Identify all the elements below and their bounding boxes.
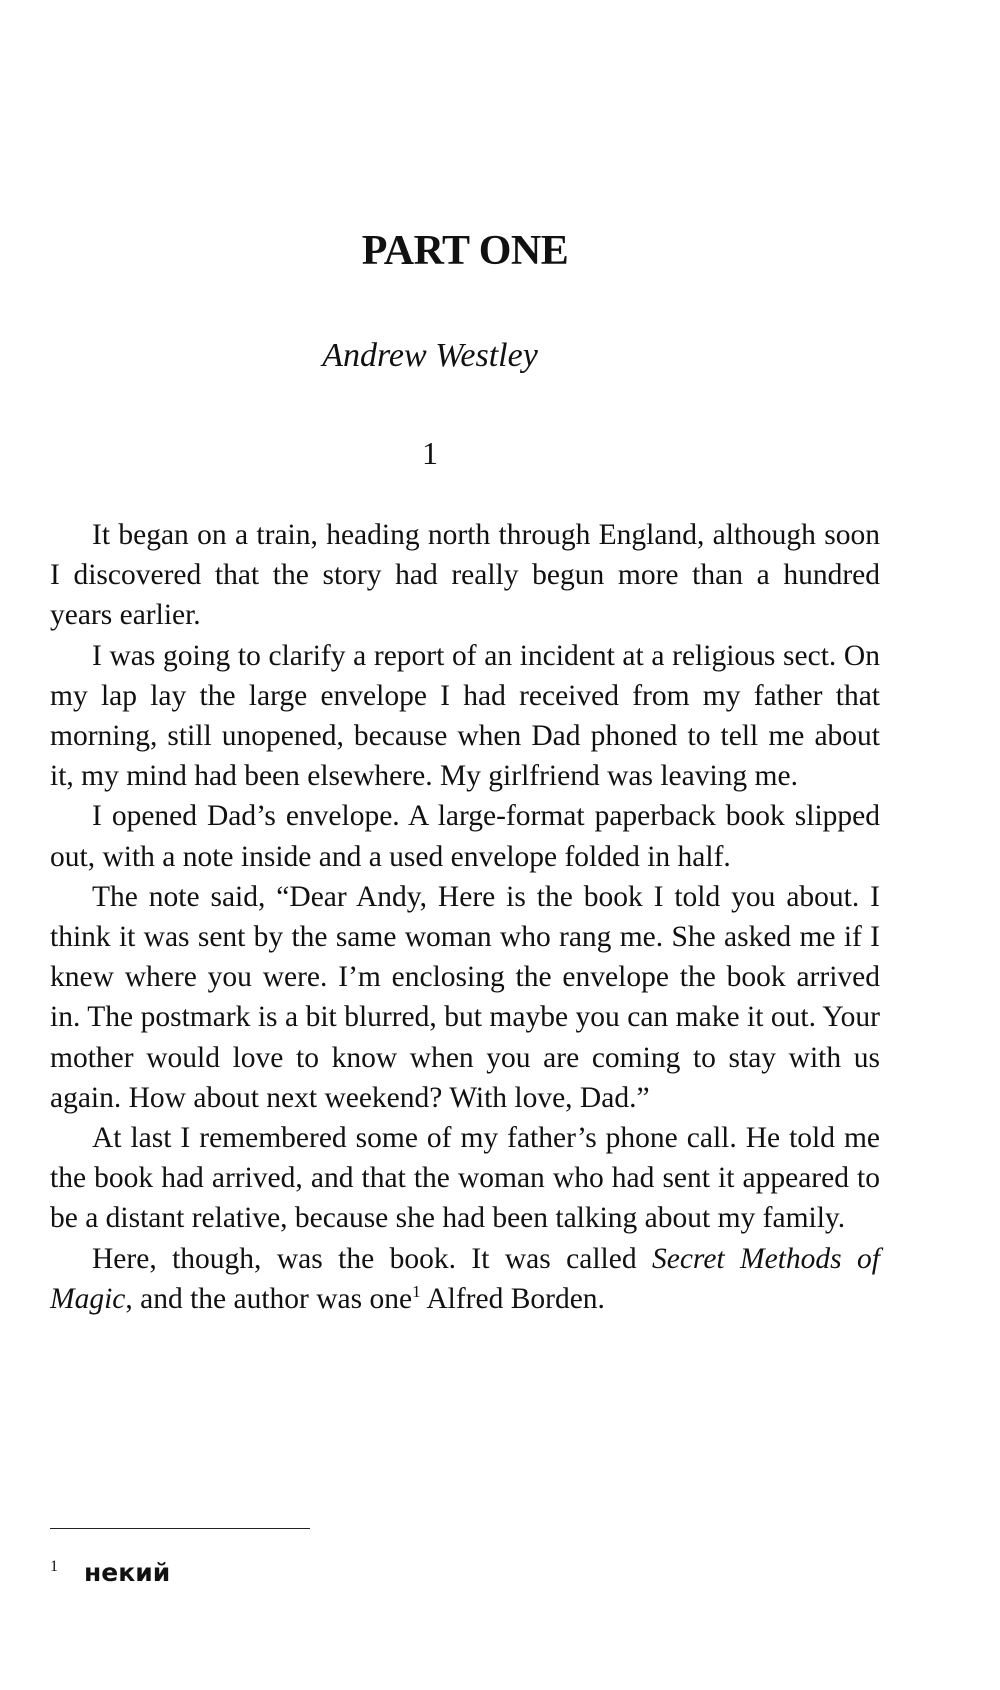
paragraph: I opened Dad’s envelope. A large-format paperback book slipped out, with a note inside and a used envelope folded in half. — [50, 800, 880, 873]
footnote-divider — [50, 1528, 310, 1529]
paragraph: I was going to clarify a report of an incident at a religious sect. On my lap lay the large envelope I had received from my father that morning, still unopened, because when Dad phoned to tell me about it, my mind had been elsewhere. My girlfriend was leaving me. — [50, 639, 880, 793]
paragraph-text: , and the author was one — [125, 1282, 413, 1315]
footnote-reference[interactable]: 1 — [412, 1282, 421, 1302]
book-title: Secret Methods of Magic — [50, 1242, 880, 1315]
paragraph-text: Here, though, was the book. It was called — [92, 1242, 637, 1275]
paragraph: It began on a train, heading north through England, although soon I discovered that the story had really begun more than a hundred years earlier. — [50, 519, 880, 632]
paragraph: At last I remembered some of my father’s phone call. He told me the book had arrived, and that the woman who had sent it appeared to be a distant relative, because she had been talking about my family. — [50, 1122, 880, 1235]
chapter-number: 1 — [422, 435, 438, 471]
body-text — [50, 515, 880, 1319]
footnote-text: некий — [84, 1558, 171, 1587]
chapter-subtitle: Andrew Westley — [322, 337, 538, 374]
part-title: PART ONE — [361, 228, 569, 274]
footnote — [50, 1555, 450, 1590]
paragraph-text: Alfred Borden. — [426, 1282, 605, 1315]
paragraph: The note said, “Dear Andy, Here is the book I told you about. I think it was sent by the same woman who rang me. She asked me if I knew where you were. I’m enclosing the envelope the book arrived in. The postmark is a bit blurred, but maybe you can make it out. Your mother would love to know when you are coming to stay with us again. How about next weekend? With love, Dad.” — [50, 880, 880, 1114]
paragraph — [50, 1239, 880, 1319]
footnote-mark: 1 — [50, 1558, 58, 1575]
